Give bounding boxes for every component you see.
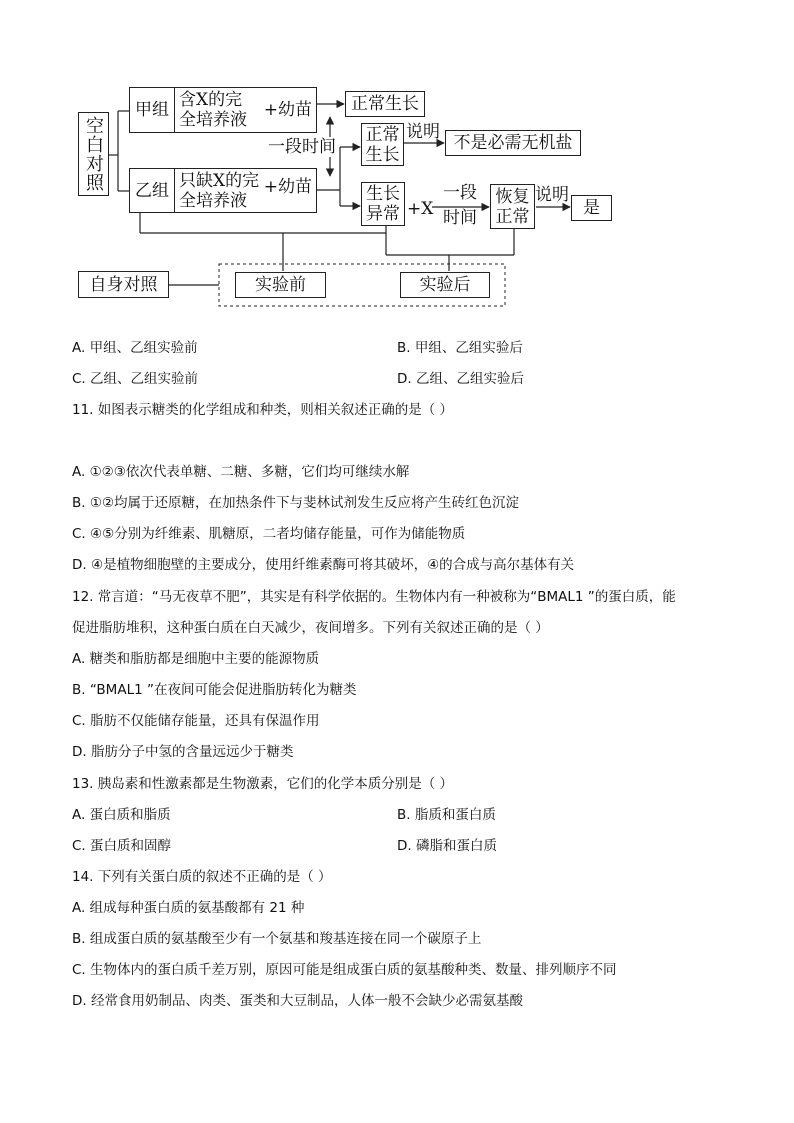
abnormal-line1: 生长 [366,184,400,204]
q10-option-d: D. 乙组、乙组实验后 [397,371,524,387]
medium-b [175,171,259,211]
after-experiment-box: 实验后 [400,272,490,298]
plus-x-label: +X [407,199,434,219]
q10-option-b: B. 甲组、乙组实验后 [397,340,523,356]
abnormal-growth-box [361,182,405,226]
q14-option-c: C. 生物体内的蛋白质千差万别，原因可能是组成蛋白质的氨基酸种类、数量、排列顺序不同 [72,962,617,978]
period-2-line1: 一段 [443,183,477,203]
explain-label-2: 说明 [535,185,569,205]
period-2-line2: 时间 [443,208,477,228]
medium-b-line1: 只缺X的完 [179,170,260,191]
normal-growth-mid-line2: 生长 [365,144,400,165]
self-control-box: 自身对照 [78,271,169,298]
plus-seedling-a: +幼苗 [263,100,312,120]
q14-option-b: B. 组成蛋白质的氨基酸至少有一个氨基和羧基连接在同一个碳原子上 [72,931,482,947]
q12-stem-line1: 12. 常言道：“马无夜草不肥”，其实是有科学依据的。生物体内有一种被称为“BMAL1 ”的蛋白质，能 [72,589,676,605]
q14-option-a: A. 组成每种蛋白质的氨基酸都有 21 种 [72,900,305,916]
blank-control-box [78,112,109,196]
yes-box: 是 [571,195,612,221]
q13-stem: 13. 胰岛素和性激素都是生物激素，它们的化学本质分别是（ ） [72,776,454,792]
before-experiment-box: 实验前 [235,272,326,298]
recover-normal-box [490,184,535,229]
medium-a [175,90,247,130]
normal-growth-top-box: 正常生长 [345,91,425,117]
q13-option-c: C. 蛋白质和固醇 [72,838,172,854]
blank-control-label: 空白对照 [83,116,104,192]
q11-stem: 11. 如图表示糖类的化学组成和种类，则相关叙述正确的是（ ） [72,402,454,418]
experiment-diagram [0,0,794,320]
q11-option-c: C. ④⑤分别为纤维素、肌糖原，二者均储存能量，可作为储能物质 [72,526,466,542]
medium-a-line2: 全培养液 [179,110,247,130]
q13-option-d: D. 磷脂和蛋白质 [397,838,497,854]
q12-option-d: D. 脂肪分子中氢的含量远远少于糖类 [72,744,294,760]
q12-stem-line2: 促进脂肪堆积，这种蛋白质在白天减少，夜间增多。下列有关叙述正确的是（ ） [72,620,549,636]
q14-option-d: D. 经常食用奶制品、肉类、蛋类和大豆制品，人体一般不会缺少必需氨基酸 [72,993,523,1009]
q10-option-c: C. 乙组、乙组实验前 [72,371,199,387]
plus-seedling-b: +幼苗 [263,177,312,197]
normal-growth-mid-line1: 正常 [365,124,400,145]
recover-line1: 恢复 [495,186,530,207]
recover-line2: 正常 [495,206,530,227]
q10-option-a: A. 甲组、乙组实验前 [72,340,198,356]
group-a-label: 甲组 [130,88,175,132]
q13-option-b: B. 脂质和蛋白质 [397,807,496,823]
q14-stem: 14. 下列有关蛋白质的叙述不正确的是（ ） [72,869,332,885]
group-a-box [129,87,317,133]
not-required-box: 不是必需无机盐 [445,130,581,156]
medium-b-line2: 全培养液 [179,190,247,211]
q11-option-d: D. ④是植物细胞壁的主要成分，使用纤维素酶可将其破坏，④的合成与高尔基体有关 [72,557,575,573]
after-period-label: 一段时间 [268,137,336,157]
explain-label-1: 说明 [406,122,440,142]
normal-growth-mid-box [361,123,404,166]
group-b-box [129,168,317,213]
q13-option-a: A. 蛋白质和脂质 [72,807,171,823]
q12-option-c: C. 脂肪不仅能储存能量，还具有保温作用 [72,713,320,729]
q11-option-a: A. ①②③依次代表单糖、二糖、多糖，它们均可继续水解 [72,464,410,480]
q12-option-b: B. “BMAL1 ”在夜间可能会促进脂肪转化为糖类 [72,682,357,698]
q11-option-b: B. ①②均属于还原糖，在加热条件下与斐林试剂发生反应将产生砖红色沉淀 [72,495,520,511]
q12-option-a: A. 糖类和脂肪都是细胞中主要的能源物质 [72,651,320,667]
group-b-label: 乙组 [130,169,175,212]
abnormal-line2: 异常 [366,204,400,224]
medium-a-line1: 含X的完 [179,90,243,110]
